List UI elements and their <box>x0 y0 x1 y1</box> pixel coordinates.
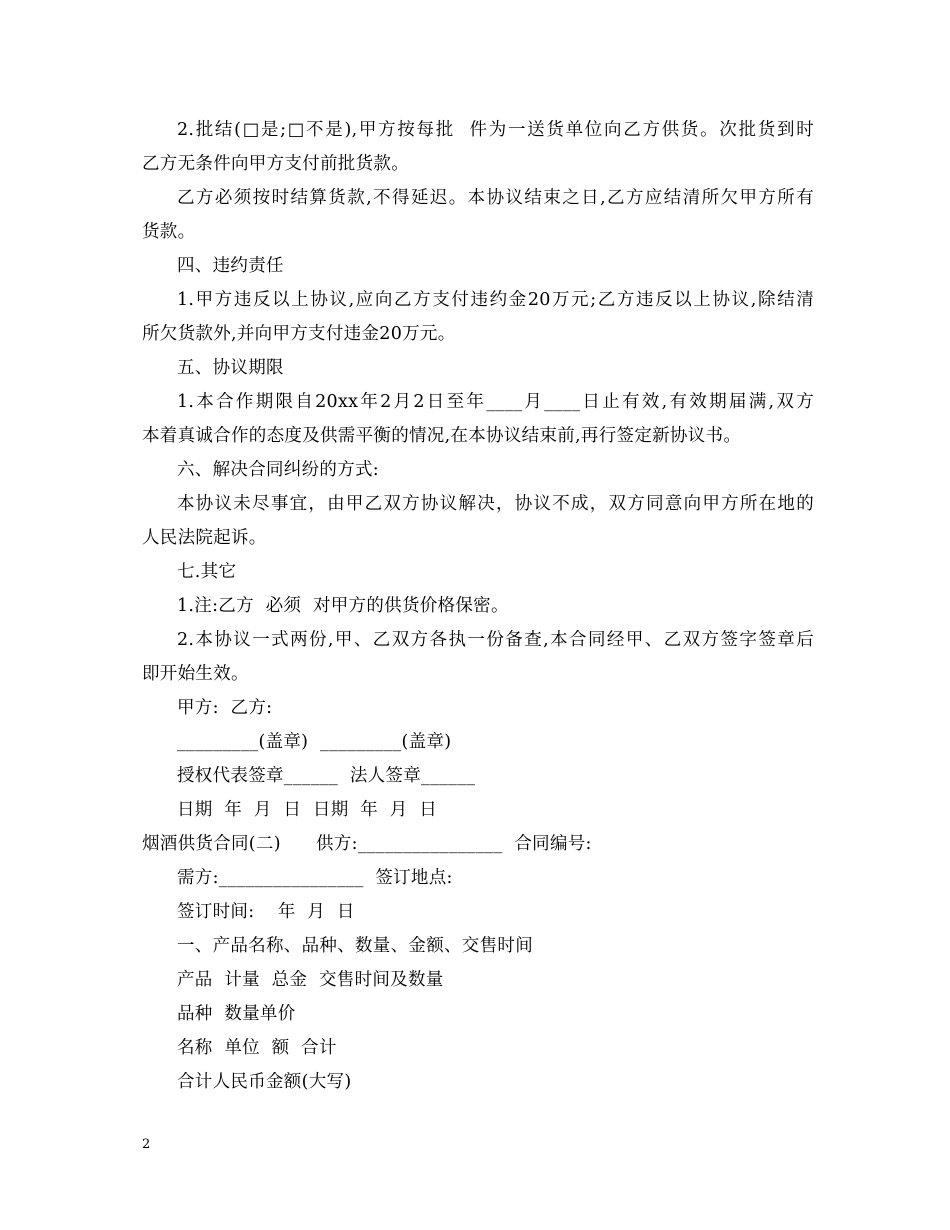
section-heading: 五、协议期限 <box>177 358 284 378</box>
contract-title-line: 烟酒供货合同(二) 供方:________________ 合同编号: <box>142 834 592 854</box>
clause-text: 2.本协议一式两份,甲、乙双方各执一份备查,本合同经甲、乙双方签字签章后 <box>177 630 814 650</box>
table-header-row: 品种 数量单价 <box>177 1004 296 1024</box>
section-heading: 一、产品名称、品种、数量、金额、交售时间 <box>177 936 533 956</box>
section-heading: 六、解决合同纠纷的方式: <box>177 460 379 480</box>
seal-lines: _________(盖章) _________(盖章) <box>177 732 452 752</box>
clause-text: 1.注:乙方 必须 对甲方的供货价格保密。 <box>177 596 509 616</box>
clause-text: 本着真诚合作的态度及供需平衡的情况,在本协议结束前,再行签定新协议书。 <box>142 426 742 446</box>
signature-lines: 授权代表签章______ 法人签章______ <box>177 766 476 786</box>
section-heading: 七.其它 <box>177 562 237 582</box>
clause-text: 人民法院起诉。 <box>142 528 267 548</box>
clause-text: 所欠货款外,并向甲方支付违金20万元。 <box>142 324 456 344</box>
page-number: 2 <box>142 1137 151 1152</box>
clause-text: 乙方无条件向甲方支付前批货款。 <box>142 154 409 174</box>
clause-text: 即开始生效。 <box>142 664 249 684</box>
date-lines: 日期 年 月 日 日期 年 月 日 <box>177 800 438 820</box>
party-labels: 甲方: 乙方: <box>177 698 273 718</box>
buyer-line: 需方:________________ 签订地点: <box>177 868 453 888</box>
clause-text: 1.甲方违反以上协议,应向乙方支付违约金20万元;乙方违反以上协议,除结清 <box>177 290 814 310</box>
table-header-row: 产品 计量 总金 交售时间及数量 <box>177 970 444 990</box>
sign-date-line: 签订时间: 年 月 日 <box>177 902 355 922</box>
clause-text: 货款。 <box>142 222 196 242</box>
section-heading: 四、违约责任 <box>177 256 284 276</box>
clause-text: 2.批结(□是;□不是),甲方按每批 件为一送货单位向乙方供货。次批货到时 <box>177 120 814 140</box>
clause-text: 本协议未尽事宜，由甲乙双方协议解决，协议不成，双方同意向甲方所在地的 <box>177 494 814 514</box>
table-header-row: 名称 单位 额 合计 <box>177 1038 337 1058</box>
clause-text: 乙方必须按时结算货款,不得延迟。本协议结束之日,乙方应结清所欠甲方所有 <box>177 188 814 208</box>
clause-text: 1.本合作期限自20xx年2月2日至年____月____日止有效,有效期届满,双方 <box>177 392 814 412</box>
total-amount-line: 合计人民币金额(大写) <box>177 1072 352 1092</box>
